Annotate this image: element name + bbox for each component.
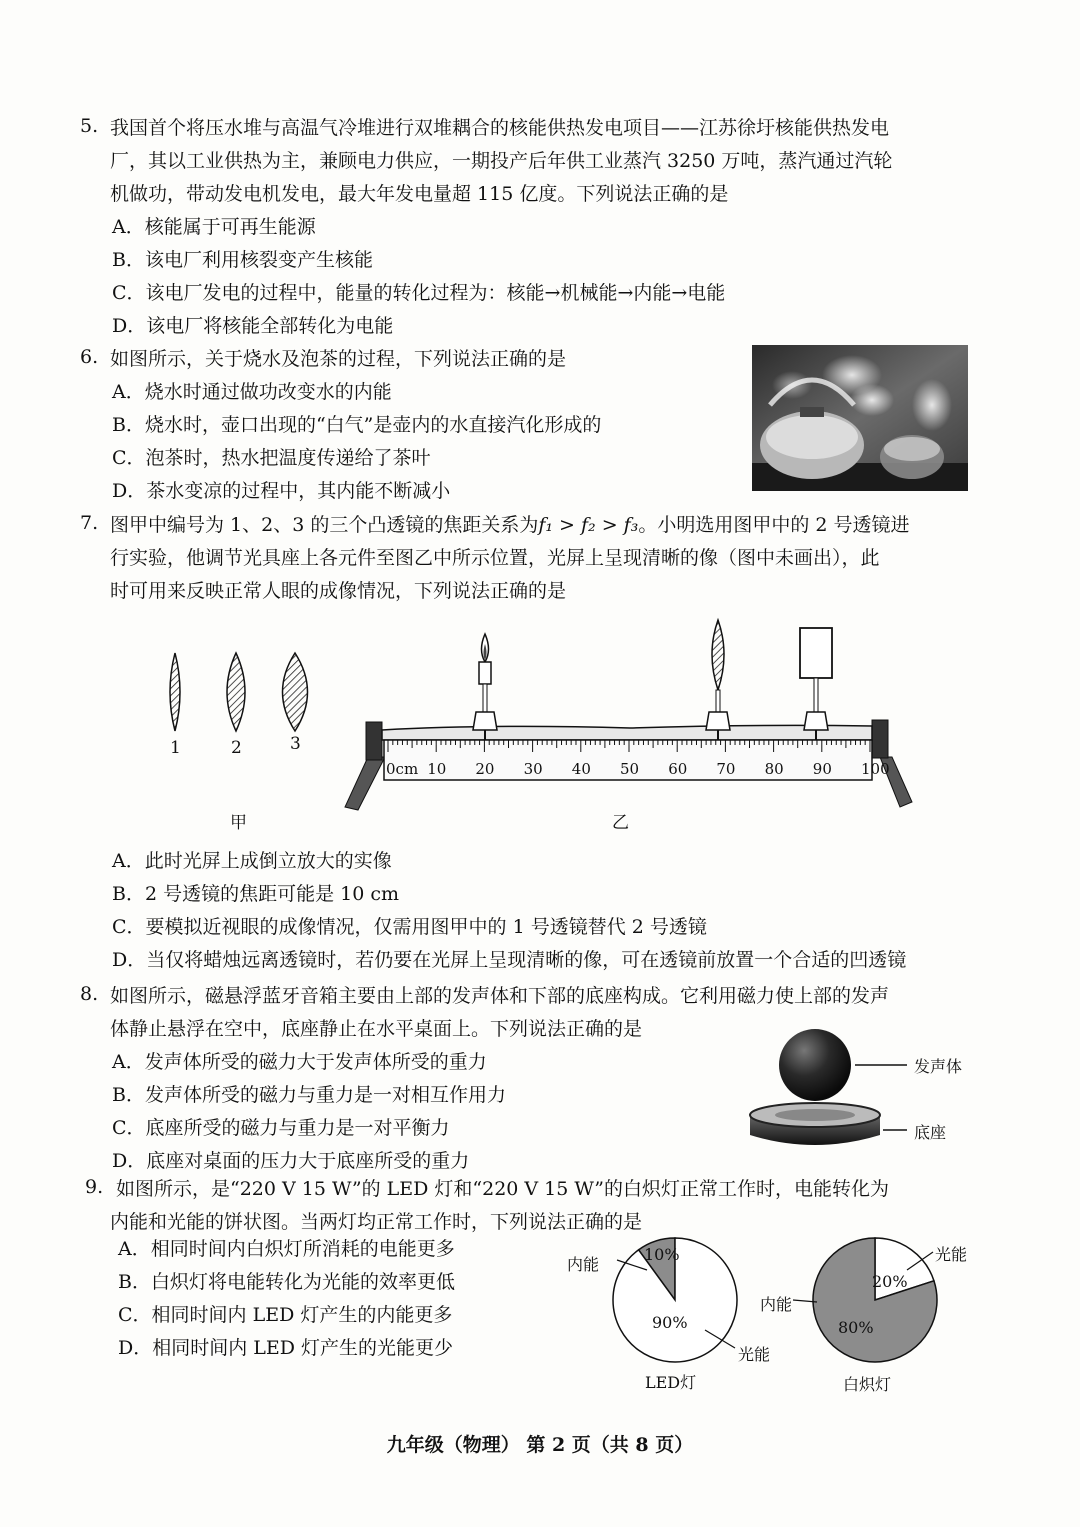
question-8-option-a: A．发声体所受的磁力大于发声体所受的重力 (112, 1051, 487, 1073)
ruler-tick-label: 40 (571, 760, 591, 778)
bench-lens (706, 620, 730, 740)
question-9-option-d: D．相同时间内 LED 灯产生的光能更少 (118, 1337, 454, 1359)
lens-2 (227, 653, 245, 731)
question-7-option-d: D．当仅将蜡烛远离透镜时，若仍要在光屏上呈现清晰的像，可在透镜前放置一个合适的凹透镜 (112, 949, 907, 971)
figure-jia-label: 甲 (230, 813, 247, 833)
question-7-stem-line-3: 时可用来反映正常人眼的成像情况，下列说法正确的是 (110, 580, 567, 602)
question-6-option-b: B．烧水时，壶口出现的“白气”是壶内的水直接汽化形成的 (112, 414, 602, 436)
question-6-option-a: A．烧水时通过做功改变水的内能 (112, 381, 392, 403)
pie-charts (555, 1230, 985, 1400)
pie-led-heat-pct: 10% (644, 1245, 680, 1264)
maglev-speaker-figure (745, 1025, 985, 1155)
question-5-stem-line-1: 我国首个将压水堆与高温气冷堆进行双堆耦合的核能供热发电项目——江苏徐圩核能供热发电 (110, 117, 890, 139)
question-7-stem-line-2: 行实验，他调节光具座上各元件至图乙中所示位置，光屏上呈现清晰的像（图中未画出），此 (110, 547, 880, 569)
question-6-stem: 如图所示，关于烧水及泡茶的过程，下列说法正确的是 (110, 348, 567, 370)
question-5-number: 5. (80, 115, 99, 137)
ruler-tick-label: 100 (861, 760, 890, 778)
label-base: 底座 (914, 1123, 947, 1142)
question-9-stem-line-1: 如图所示，是“220 V 15 W”的 LED 灯和“220 V 15 W”的白炽灯正常工作时，电能转化为 (116, 1178, 889, 1200)
pie-led-title: LED灯 (645, 1373, 697, 1392)
ruler-tick-label: 90 (812, 760, 832, 778)
pie-inc-title: 白炽灯 (843, 1375, 892, 1394)
pie-inc-light-label: 光能 (935, 1245, 968, 1264)
ruler-tick-label: 50 (620, 760, 640, 778)
pie-led-heat-label: 内能 (567, 1255, 600, 1274)
pie-inc-heat-pct: 80% (838, 1318, 874, 1337)
question-8-number: 8. (80, 983, 99, 1005)
question-7-option-b: B．2 号透镜的焦距可能是 10 cm (112, 883, 400, 905)
lens-3 (283, 653, 308, 731)
question-5-option-a: A．核能属于可再生能源 (112, 216, 316, 238)
pie-inc-light-pct: 20% (872, 1272, 908, 1291)
lens-label-3: 3 (290, 734, 301, 754)
ruler-tick-label: 30 (523, 760, 543, 778)
optical-bench-figure (340, 612, 920, 817)
question-7-stem-text-a: 图甲中编号为 1、2、3 的三个凸透镜的焦距关系为 (110, 514, 539, 536)
question-7-option-c: C．要模拟近视眼的成像情况，仅需用图甲中的 1 号透镜替代 2 号透镜 (112, 916, 707, 938)
question-8-option-c: C．底座所受的磁力与重力是一对平衡力 (112, 1117, 450, 1139)
question-6-number: 6. (80, 346, 99, 368)
pie-inc-heat-label: 内能 (760, 1295, 793, 1314)
question-5-option-c: C．该电厂发电的过程中，能量的转化过程为：核能→机械能→内能→电能 (112, 282, 726, 304)
lens-1 (170, 653, 180, 731)
question-9-number: 9. (85, 1176, 104, 1198)
question-8-stem-line-1: 如图所示，磁悬浮蓝牙音箱主要由上部的发声体和下部的底座构成。它利用磁力使上部的发声 (110, 985, 890, 1007)
ruler-tick-label: 80 (764, 760, 784, 778)
ruler-tick-label: 70 (716, 760, 736, 778)
candle (473, 634, 497, 740)
label-sound-body: 发声体 (914, 1057, 963, 1076)
speaker-base (750, 1103, 880, 1145)
ruler-tick-label: 10 (427, 760, 447, 778)
lens-label-2: 2 (231, 738, 242, 758)
figure-yi-label: 乙 (612, 813, 629, 833)
speaker-sphere (779, 1029, 851, 1101)
question-9-option-c: C．相同时间内 LED 灯产生的内能更多 (118, 1304, 453, 1326)
page-footer: 九年级（物理） 第 2 页（共 8 页） (386, 1434, 694, 1456)
question-7-stem-line-1 (110, 512, 909, 538)
lens-label-1: 1 (170, 738, 181, 758)
kettle-tea-photo (752, 345, 968, 491)
question-9-option-b: B．白炽灯将电能转化为光能的效率更低 (118, 1271, 455, 1293)
pie-led-light-label: 光能 (738, 1345, 771, 1364)
ruler-tick-label: 60 (668, 760, 688, 778)
pie-chart-incandescent (813, 1238, 937, 1362)
pie-led-light-pct: 90% (652, 1313, 688, 1332)
focal-relation: f₁ > f₂ > f₃ (538, 514, 639, 536)
question-7-stem-text-b: 。小明选用图甲中的 2 号透镜进 (638, 514, 910, 536)
question-7-option-a: A．此时光屏上成倒立放大的实像 (112, 850, 392, 872)
question-8-option-b: B．发声体所受的磁力与重力是一对相互作用力 (112, 1084, 506, 1106)
question-5-stem-line-3: 机做功，带动发电机发电，最大年发电量超 115 亿度。下列说法正确的是 (110, 183, 729, 205)
question-5-option-d: D．该电厂将核能全部转化为电能 (112, 315, 394, 337)
question-9-option-a: A．相同时间内白炽灯所消耗的电能更多 (118, 1238, 455, 1260)
question-5-stem-line-2: 厂，其以工业供热为主，兼顾电力供应，一期投产后年供工业蒸汽 3250 万吨，蒸汽通过汽轮 (110, 150, 893, 172)
question-8-stem-line-2: 体静止悬浮在空中，底座静止在水平桌面上。下列说法正确的是 (110, 1018, 643, 1040)
ruler-tick-label: 20 (475, 760, 495, 778)
question-7-number: 7. (80, 512, 99, 534)
ruler-tick-label: 0cm (386, 760, 419, 778)
light-screen (800, 628, 832, 740)
question-6-option-c: C．泡茶时，热水把温度传递给了茶叶 (112, 447, 431, 469)
question-9-stem-line-2: 内能和光能的饼状图。当两灯均正常工作时，下列说法正确的是 (110, 1211, 643, 1233)
question-8-option-d: D．底座对桌面的压力大于底座所受的重力 (112, 1150, 470, 1172)
question-5-option-b: B．该电厂利用核裂变产生核能 (112, 249, 373, 271)
question-6-option-d: D．茶水变凉的过程中，其内能不断减小 (112, 480, 451, 502)
